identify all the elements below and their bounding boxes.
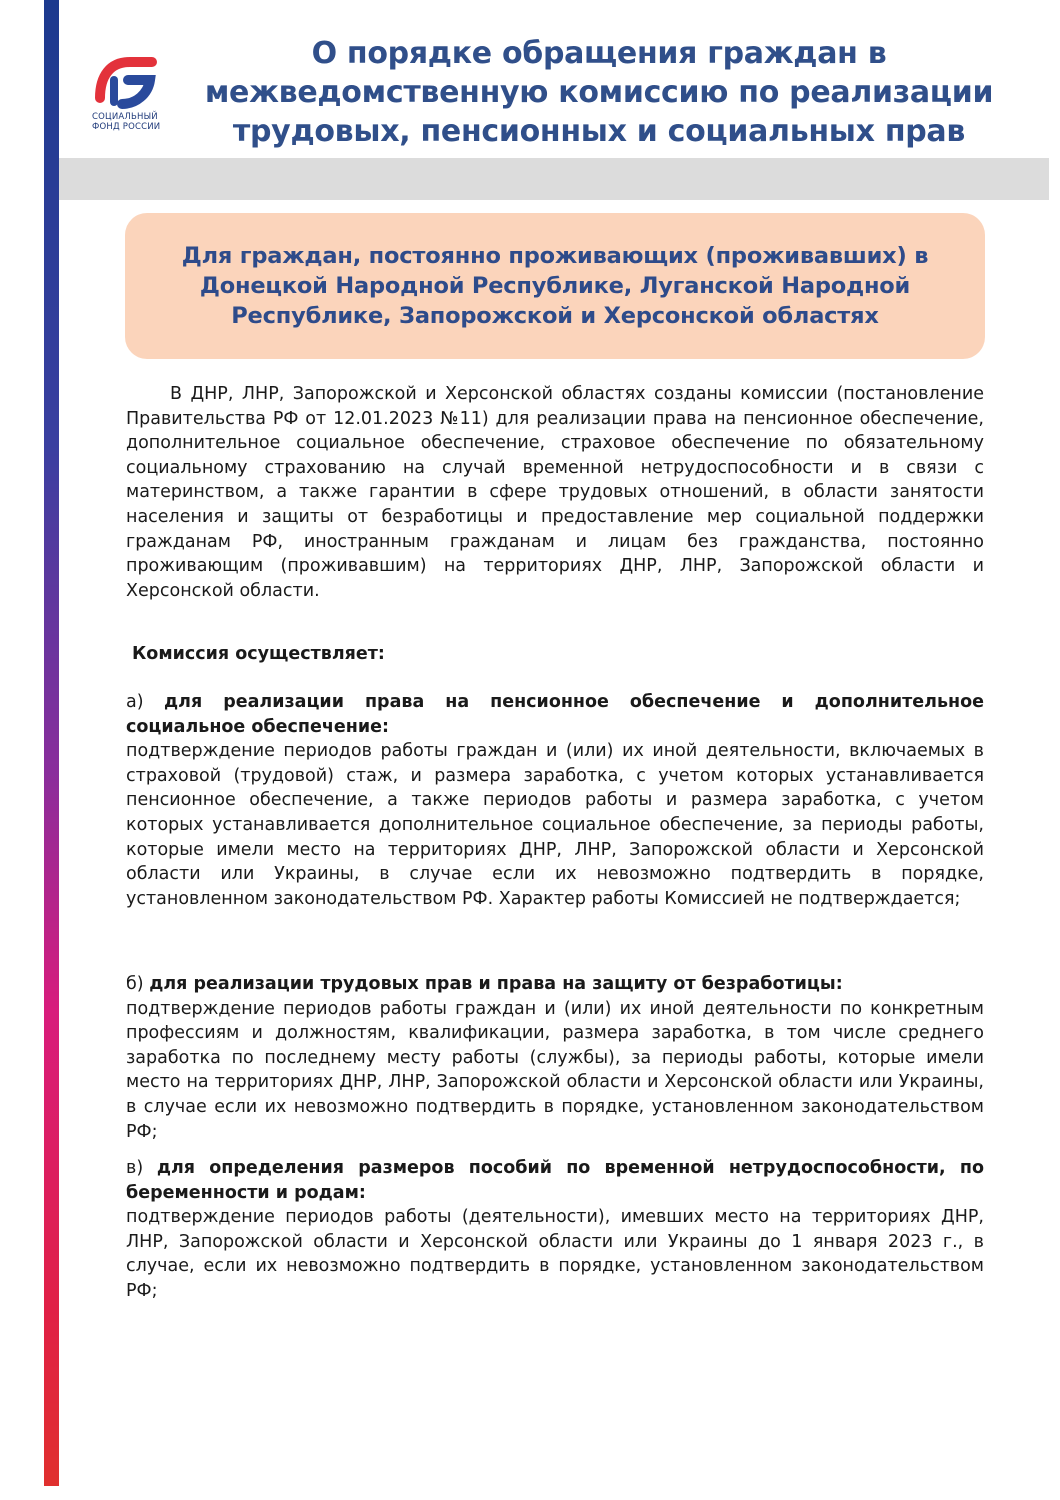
section-b-marker: б) <box>126 974 144 994</box>
section-a-heading: для реализации права на пенсионное обеспечение и дополнительное социальное обеспечение: <box>126 692 984 737</box>
section-c-text: подтверждение периодов работы (деятельности), имевших место на территориях ДНР, ЛНР, Запорожской области и Херсонской области или Украины до 1 января 2023 г., в случае, если их невозможно подтвердить в порядке, установленном законодательством РФ; <box>126 1207 984 1301</box>
section-a-text: подтверждение периодов работы граждан и (или) их иной деятельности, включаемых в страховой (трудовой) стаж, и размера заработка, с учетом которых устанавливается пенсионное обеспечение, а также периодов работы и размера заработка, с учетом которых устанавливается дополнительное социальное обеспечение, за периоды работы, которые имели место на территориях ДНР, ЛНР, Запорожской области и Херсонской области или Украины, в случае если их невозможно подтвердить в порядке, установленном законодательством РФ. Характер работы Комиссией не подтверждается; <box>126 741 984 909</box>
social-fund-logo-icon <box>92 54 164 110</box>
audience-callout <box>125 213 985 359</box>
callout-line3: Республике, Запорожской и Херсонской областях <box>231 303 879 329</box>
section-a <box>126 690 984 911</box>
section-c-marker: в) <box>126 1158 144 1178</box>
section-b <box>126 972 984 1144</box>
header-divider-band <box>59 158 1049 200</box>
section-b-heading: для реализации трудовых прав и права на защиту от безработицы: <box>149 974 843 994</box>
logo-caption-line1: СОЦИАЛЬНЫЙ <box>92 112 158 122</box>
section-c <box>126 1156 984 1304</box>
commission-heading: Комиссия осуществляет: <box>132 644 385 664</box>
page-title-line1: О порядке обращения граждан в <box>311 36 887 71</box>
intro-paragraph: В ДНР, ЛНР, Запорожской и Херсонской областях созданы комиссии (постановление Правительства РФ от 12.01.2023 №11) для реализации права на пенсионное обеспечение, дополнительное социальное обеспечение, страховое обеспечение по обязательному социальному страхованию на случай временной нетрудоспособности и в связи с материнством, а также гарантии в сфере трудовых отношений, в области занятости населения и защиты от безработицы и предоставление мер социальной поддержки гражданам РФ, иностранным гражданам и лицам без гражданства, постоянно проживающим (проживавшим) на территориях ДНР, ЛНР, Запорожской области и Херсонской области. <box>126 384 984 601</box>
social-fund-logo <box>92 54 174 132</box>
logo-caption-line2: ФОНД РОССИИ <box>92 122 161 132</box>
section-b-text: подтверждение периодов работы граждан и (или) их иной деятельности по конкретным профессиям и должностям, квалификации, размера заработка, в том числе среднего заработка по последнему месту работы (службы), за периоды работы, которые имели место на территориях ДНР, ЛНР, Запорожской области и Херсонской области или Украины, в случае если их невозможно подтвердить в порядке, установленном законодательством РФ; <box>126 998 984 1142</box>
callout-line2: Донецкой Народной Республике, Луганской Народной <box>199 273 911 299</box>
section-c-heading: для определения размеров пособий по временной нетрудоспособности, по беременности и родам: <box>126 1158 984 1203</box>
page-title-line2: межведомственную комиссию по реализации <box>204 75 994 110</box>
callout-line1: Для граждан, постоянно проживающих (проживавших) в <box>181 243 929 269</box>
section-a-marker: а) <box>126 692 144 712</box>
page-title-line3: трудовых, пенсионных и социальных прав <box>232 114 966 149</box>
page-title <box>196 34 1002 151</box>
decorative-gradient-bar <box>44 0 59 1486</box>
